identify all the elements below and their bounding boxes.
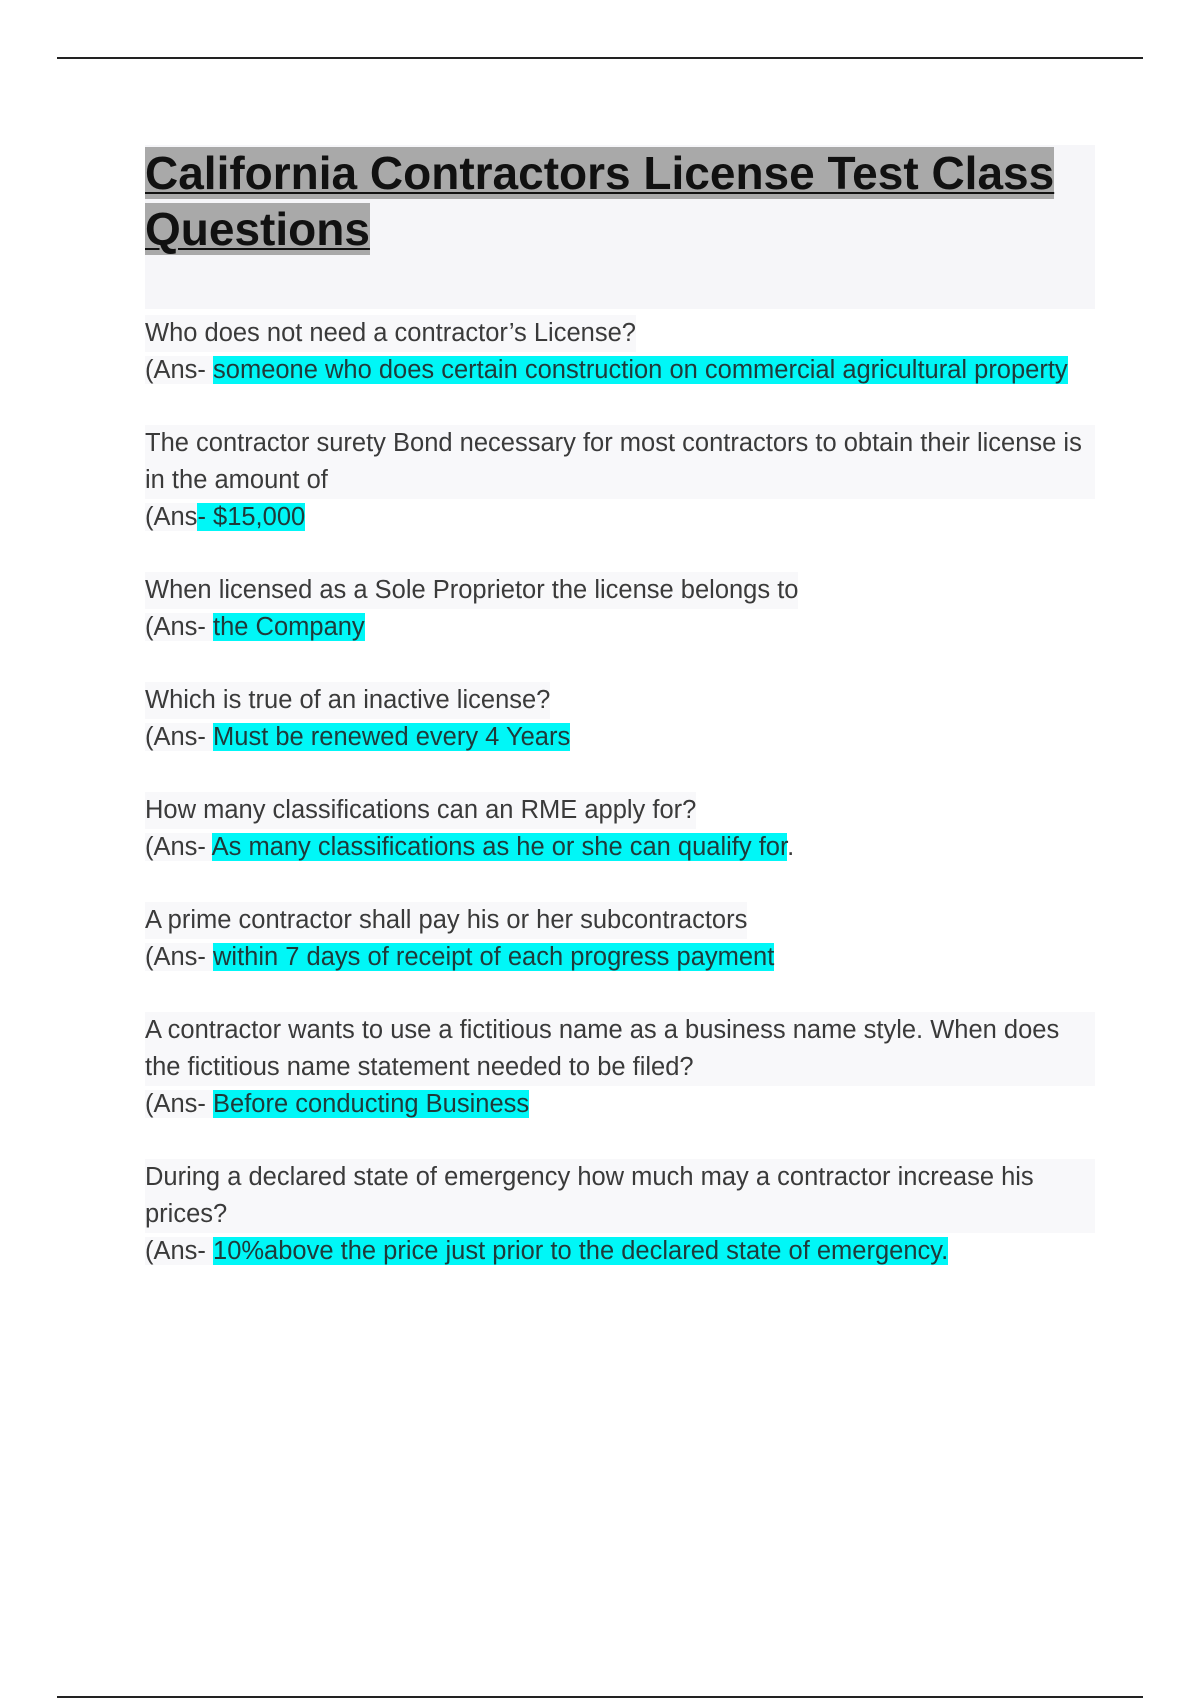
answer-prefix: (Ans- [145, 1090, 214, 1118]
qa-item-7 [145, 1012, 1095, 1123]
qa-item-8 [145, 1159, 1095, 1270]
answer-prefix: (Ans- [145, 723, 214, 751]
answer-text: As many classifications as he or she can qualify for [211, 833, 788, 861]
answer-prefix: (Ans- [145, 943, 214, 971]
answer-text: the Company [213, 613, 365, 641]
question-text: During a declared state of emergency how much may a contractor increase his prices? [145, 1159, 1095, 1233]
answer-line [145, 499, 1095, 536]
answer-prefix: (Ans- [145, 356, 214, 384]
answer-line [145, 829, 1095, 866]
answer-prefix: (Ans- [145, 833, 212, 861]
answer-text: within 7 days of receipt of each progress payment [213, 943, 775, 971]
page-title [145, 145, 1095, 257]
answer-line [145, 1233, 1095, 1270]
answer-line [145, 1086, 1095, 1123]
answer-line [145, 609, 1095, 646]
question-list [145, 315, 1095, 1270]
answer-text: Must be renewed every 4 Years [213, 723, 571, 751]
answer-line [145, 352, 1095, 389]
answer-line [145, 939, 1095, 976]
question-text: A prime contractor shall pay his or her subcontractors [145, 902, 747, 939]
answer-prefix: (Ans [145, 503, 198, 531]
question-text: A contractor wants to use a fictitious name as a business name style. When does the fictitious name statement needed to be filed? [145, 1012, 1095, 1086]
title-block [145, 145, 1095, 309]
qa-item-1 [145, 315, 1095, 389]
answer-line [145, 719, 1095, 756]
qa-item-3 [145, 572, 1095, 646]
question-text: When licensed as a Sole Proprietor the license belongs to [145, 572, 798, 609]
answer-text: 10%above the price just prior to the declared state of emergency. [213, 1237, 949, 1265]
qa-item-6 [145, 902, 1095, 976]
qa-item-2 [145, 425, 1095, 536]
qa-item-4 [145, 682, 1095, 756]
qa-item-5 [145, 792, 1095, 866]
answer-text: someone who does certain construction on commercial agricultural property [213, 356, 1068, 384]
top-rule [57, 57, 1143, 59]
answer-prefix: (Ans- [145, 1237, 214, 1265]
question-text: Which is true of an inactive license? [145, 682, 550, 719]
bottom-rule [57, 1696, 1143, 1698]
question-text: How many classifications can an RME apply for? [145, 792, 696, 829]
answer-prefix: (Ans- [145, 613, 214, 641]
answer-suffix: . [787, 833, 795, 861]
answer-text: Before conducting Business [213, 1090, 530, 1118]
question-text: Who does not need a contractor’s License? [145, 315, 636, 352]
document-content [145, 145, 1095, 1306]
page-title-text: California Contractors License Test Class Questions [145, 147, 1055, 255]
question-text: The contractor surety Bond necessary for most contractors to obtain their license is in the amount of [145, 425, 1095, 499]
answer-text: - $15,000 [197, 503, 306, 531]
